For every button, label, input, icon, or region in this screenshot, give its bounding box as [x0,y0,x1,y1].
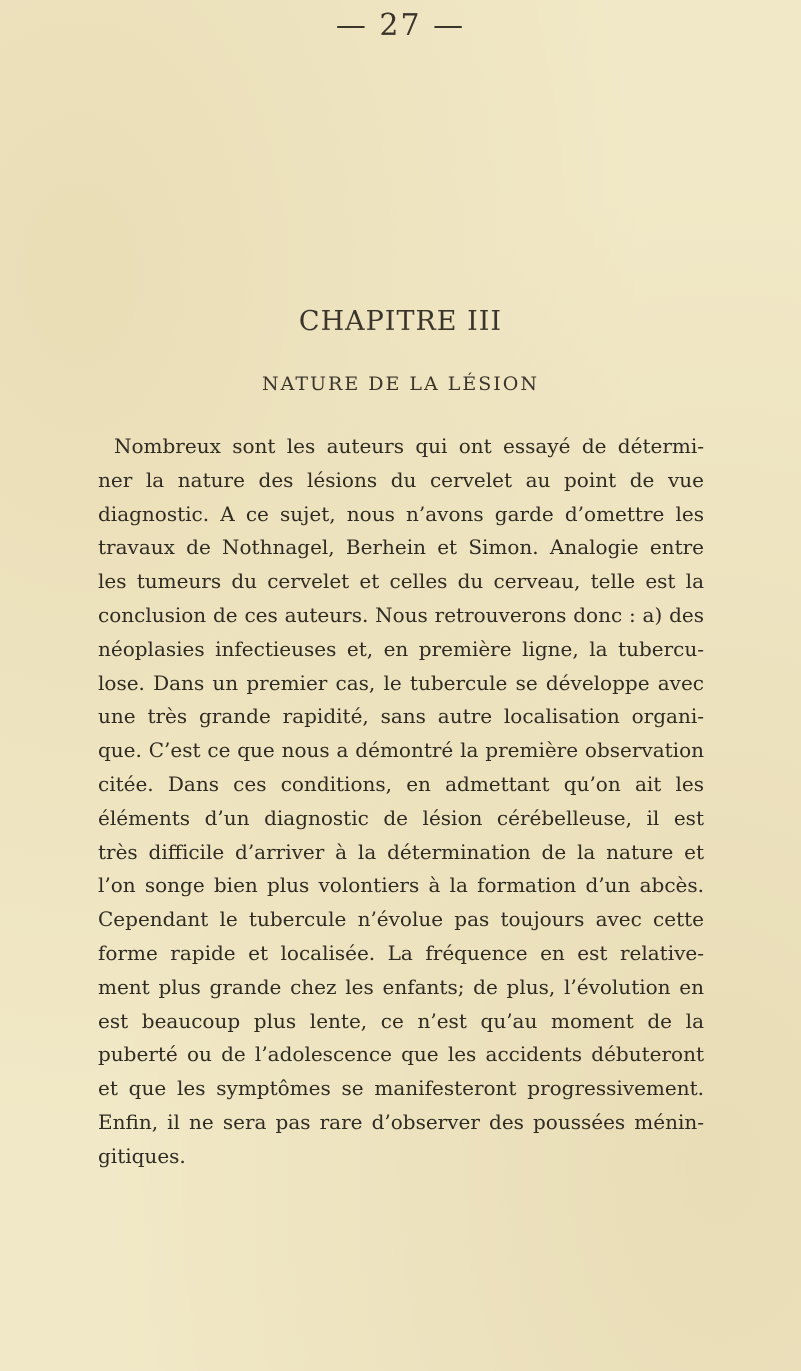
page-number: — 27 — [335,8,466,43]
text-line: forme rapide et localisée. La fréquence en est relative- [98,940,704,965]
text-line: citée. Dans ces conditions, en admettant qu’on ait les [98,771,704,796]
text-line: une très grande rapidité, sans autre localisation organi- [98,704,704,729]
chapter-title: CHAPITRE III [298,306,503,337]
text-line: ment plus grande chez les enfants; de plus, l’évolution en [98,974,704,999]
text-line: puberté ou de l’adolescence que les accidents débuteront [98,1042,704,1067]
text-line: gitiques. [98,1143,186,1168]
text-line: que. C’est ce que nous a démontré la première observation [98,738,704,763]
text-line: diagnostic. A ce sujet, nous n’avons garde d’omettre les [98,501,704,526]
text-line: est beaucoup plus lente, ce n’est qu’au moment de la [98,1008,704,1033]
text-line: ner la nature des lésions du cervelet au point de vue [98,467,704,492]
text-line: et que les symptômes se manifesteront progressivement. [98,1076,704,1101]
text-line: très difficile d’arriver à la détermination de la nature et [98,839,704,864]
text-line: les tumeurs du cervelet et celles du cerveau, telle est la [98,569,704,594]
text-line: l’on songe bien plus volontiers à la formation d’un abcès. [98,873,704,898]
text-line: Enfin, il ne sera pas rare d’observer des poussées ménin- [98,1109,704,1134]
text-line: conclusion de ces auteurs. Nous retrouverons donc : a) des [98,602,704,627]
text-line: lose. Dans un premier cas, le tubercule se développe avec [98,670,704,695]
text-line: Cependant le tubercule n’évolue pas toujours avec cette [98,907,704,932]
text-line: Nombreux sont les auteurs qui ont essayé de détermi- [114,434,704,458]
chapter-subtitle: NATURE DE LA LÉSION [262,373,539,395]
body-paragraph [98,430,704,1174]
text-line: néoplasies infectieuses et, en première ligne, la tubercu- [98,636,704,661]
text-line: éléments d’un diagnostic de lésion cérébelleuse, il est [98,805,704,830]
text-line: travaux de Nothnagel, Berhein et Simon. Analogie entre [98,535,704,560]
